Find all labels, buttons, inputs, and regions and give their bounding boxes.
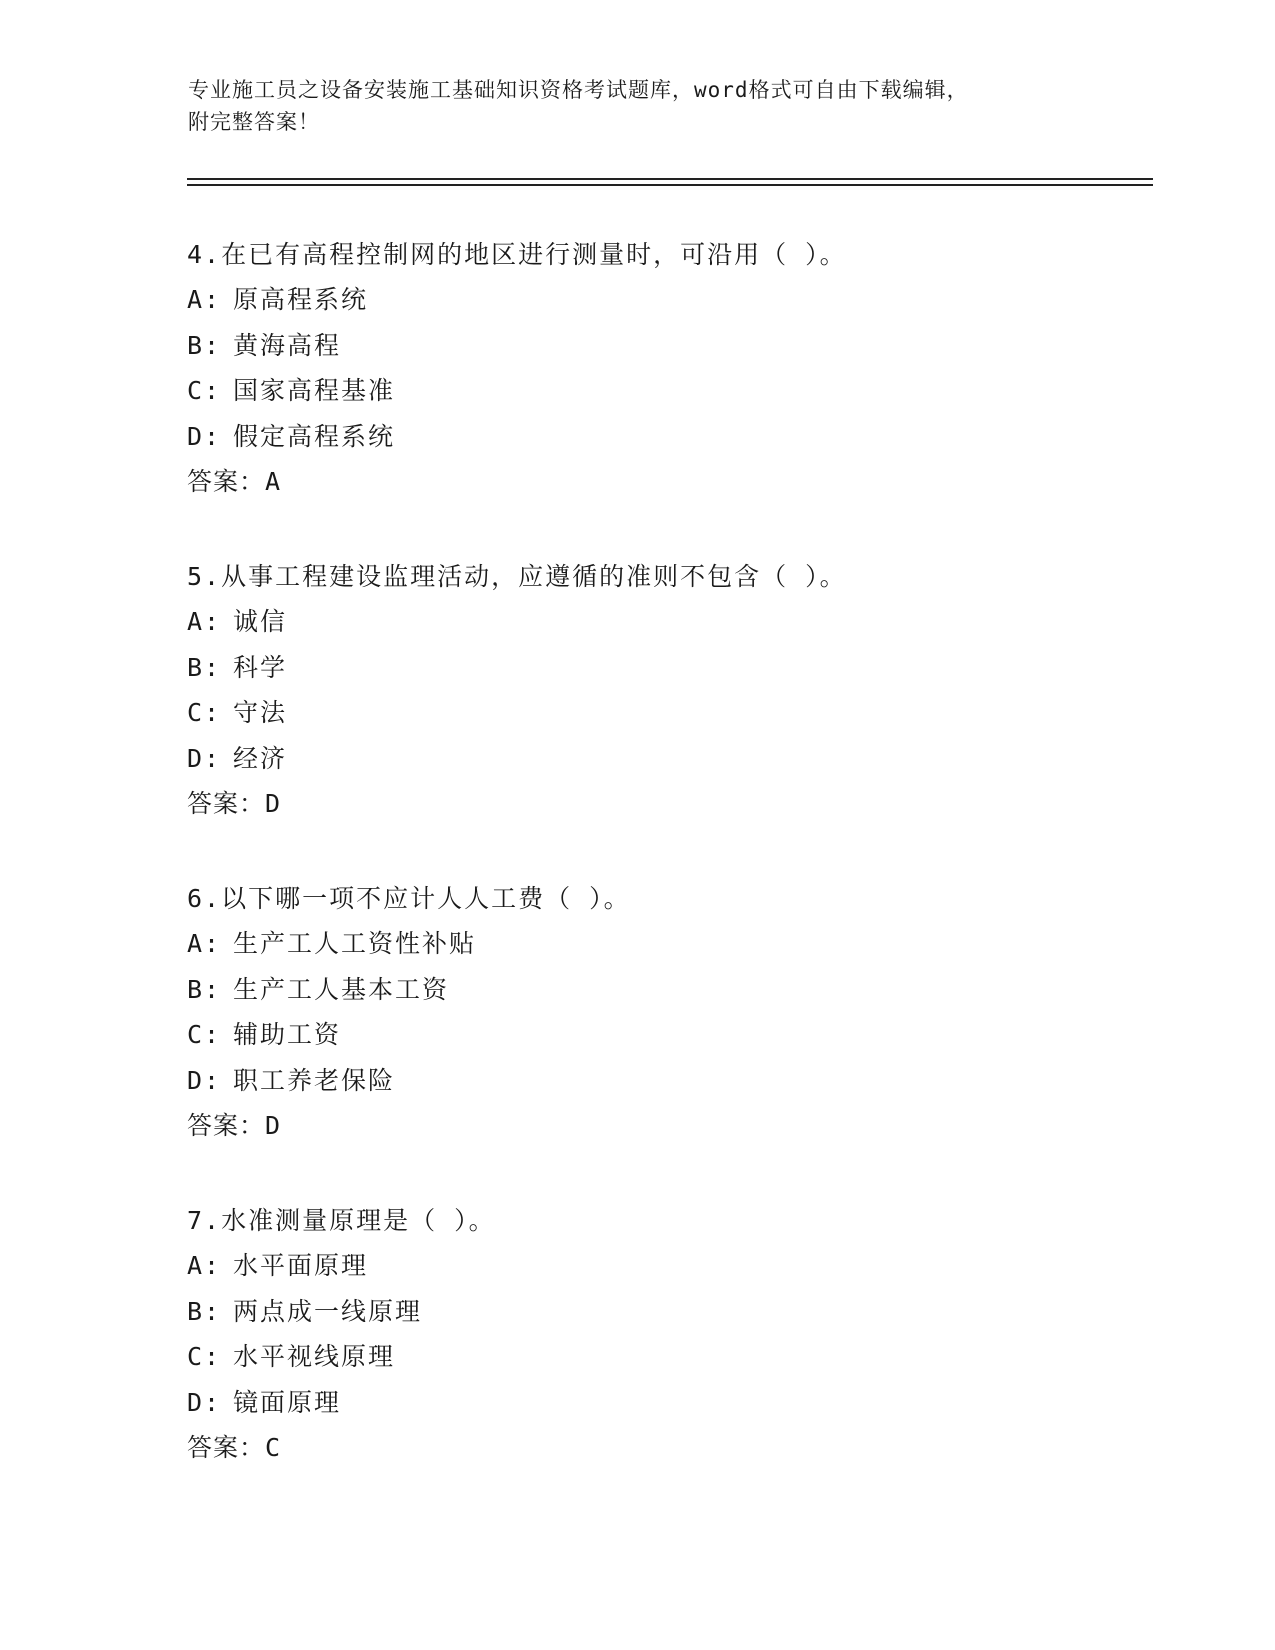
option-text: 生产工人工资性补贴 <box>233 929 477 958</box>
answer-line <box>187 459 1147 504</box>
option-letter: D: <box>187 743 222 773</box>
header-line-1: 专业施工员之设备安装施工基础知识资格考试题库，word格式可自由下载编辑， <box>188 78 969 102</box>
option-letter: C: <box>187 698 222 727</box>
answer-label: 答案： <box>187 467 266 496</box>
option-b <box>187 1289 1147 1335</box>
question-5 <box>187 554 1147 826</box>
option-b <box>187 967 1147 1013</box>
option-letter: D: <box>187 1387 222 1417</box>
option-letter: A: <box>187 1251 222 1280</box>
answer-label: 答案： <box>187 1111 266 1140</box>
option-c <box>187 368 1147 414</box>
answer-value: D <box>265 1111 282 1140</box>
option-letter: C: <box>187 376 222 405</box>
option-c <box>187 1334 1147 1380</box>
option-text: 辅助工资 <box>233 1020 342 1049</box>
option-letter: C: <box>187 1020 222 1049</box>
question-6 <box>187 876 1147 1148</box>
option-d <box>187 736 1147 782</box>
option-text: 黄海高程 <box>233 330 342 360</box>
option-c <box>187 690 1147 736</box>
answer-value: D <box>265 789 282 818</box>
option-b <box>187 323 1147 369</box>
option-d <box>187 414 1147 460</box>
option-text: 水平视线原理 <box>233 1342 396 1371</box>
answer-value: C <box>265 1433 282 1462</box>
option-text: 两点成一线原理 <box>233 1296 423 1326</box>
option-letter: B: <box>187 974 222 1004</box>
header-divider-bottom <box>187 184 1153 186</box>
answer-line <box>187 1425 1147 1470</box>
answer-label: 答案： <box>187 789 266 818</box>
option-text: 科学 <box>233 652 288 682</box>
option-letter: C: <box>187 1342 222 1371</box>
option-a <box>187 1243 1147 1289</box>
option-text: 镜面原理 <box>233 1387 342 1417</box>
option-a <box>187 599 1147 645</box>
option-b <box>187 645 1147 691</box>
option-text: 生产工人基本工资 <box>233 974 450 1004</box>
question-4 <box>187 232 1147 504</box>
option-text: 职工养老保险 <box>233 1065 396 1095</box>
answer-line <box>187 781 1147 826</box>
option-letter: A: <box>187 929 222 958</box>
question-stem: 7.水准测量原理是（ ）。 <box>187 1206 496 1235</box>
answer-value: A <box>265 467 282 496</box>
option-letter: B: <box>187 1296 222 1326</box>
option-d <box>187 1380 1147 1426</box>
question-7 <box>187 1198 1147 1470</box>
option-a <box>187 921 1147 967</box>
option-d <box>187 1058 1147 1104</box>
option-letter: A: <box>187 607 222 636</box>
option-text: 守法 <box>233 698 288 727</box>
option-text: 水平面原理 <box>233 1251 369 1280</box>
answer-label: 答案： <box>187 1433 266 1462</box>
question-stem: 5.从事工程建设监理活动，应遵循的准则不包含（ ）。 <box>187 562 847 591</box>
answer-line <box>187 1103 1147 1148</box>
option-letter: D: <box>187 421 222 451</box>
document-header <box>188 74 1088 138</box>
option-a <box>187 277 1147 323</box>
header-divider-top <box>187 178 1153 180</box>
option-text: 假定高程系统 <box>233 421 396 451</box>
question-stem: 6.以下哪一项不应计人人工费（ ）。 <box>187 884 631 913</box>
option-text: 原高程系统 <box>233 285 369 314</box>
option-text: 经济 <box>233 743 288 773</box>
option-letter: B: <box>187 330 222 360</box>
option-letter: B: <box>187 652 222 682</box>
question-list <box>187 232 1147 1520</box>
option-text: 国家高程基准 <box>233 376 396 405</box>
option-text: 诚信 <box>233 607 288 636</box>
question-stem: 4.在已有高程控制网的地区进行测量时，可沿用（ ）。 <box>187 240 847 269</box>
option-letter: A: <box>187 285 222 314</box>
option-c <box>187 1012 1147 1058</box>
header-line-2: 附完整答案！ <box>188 110 320 134</box>
option-letter: D: <box>187 1065 222 1095</box>
